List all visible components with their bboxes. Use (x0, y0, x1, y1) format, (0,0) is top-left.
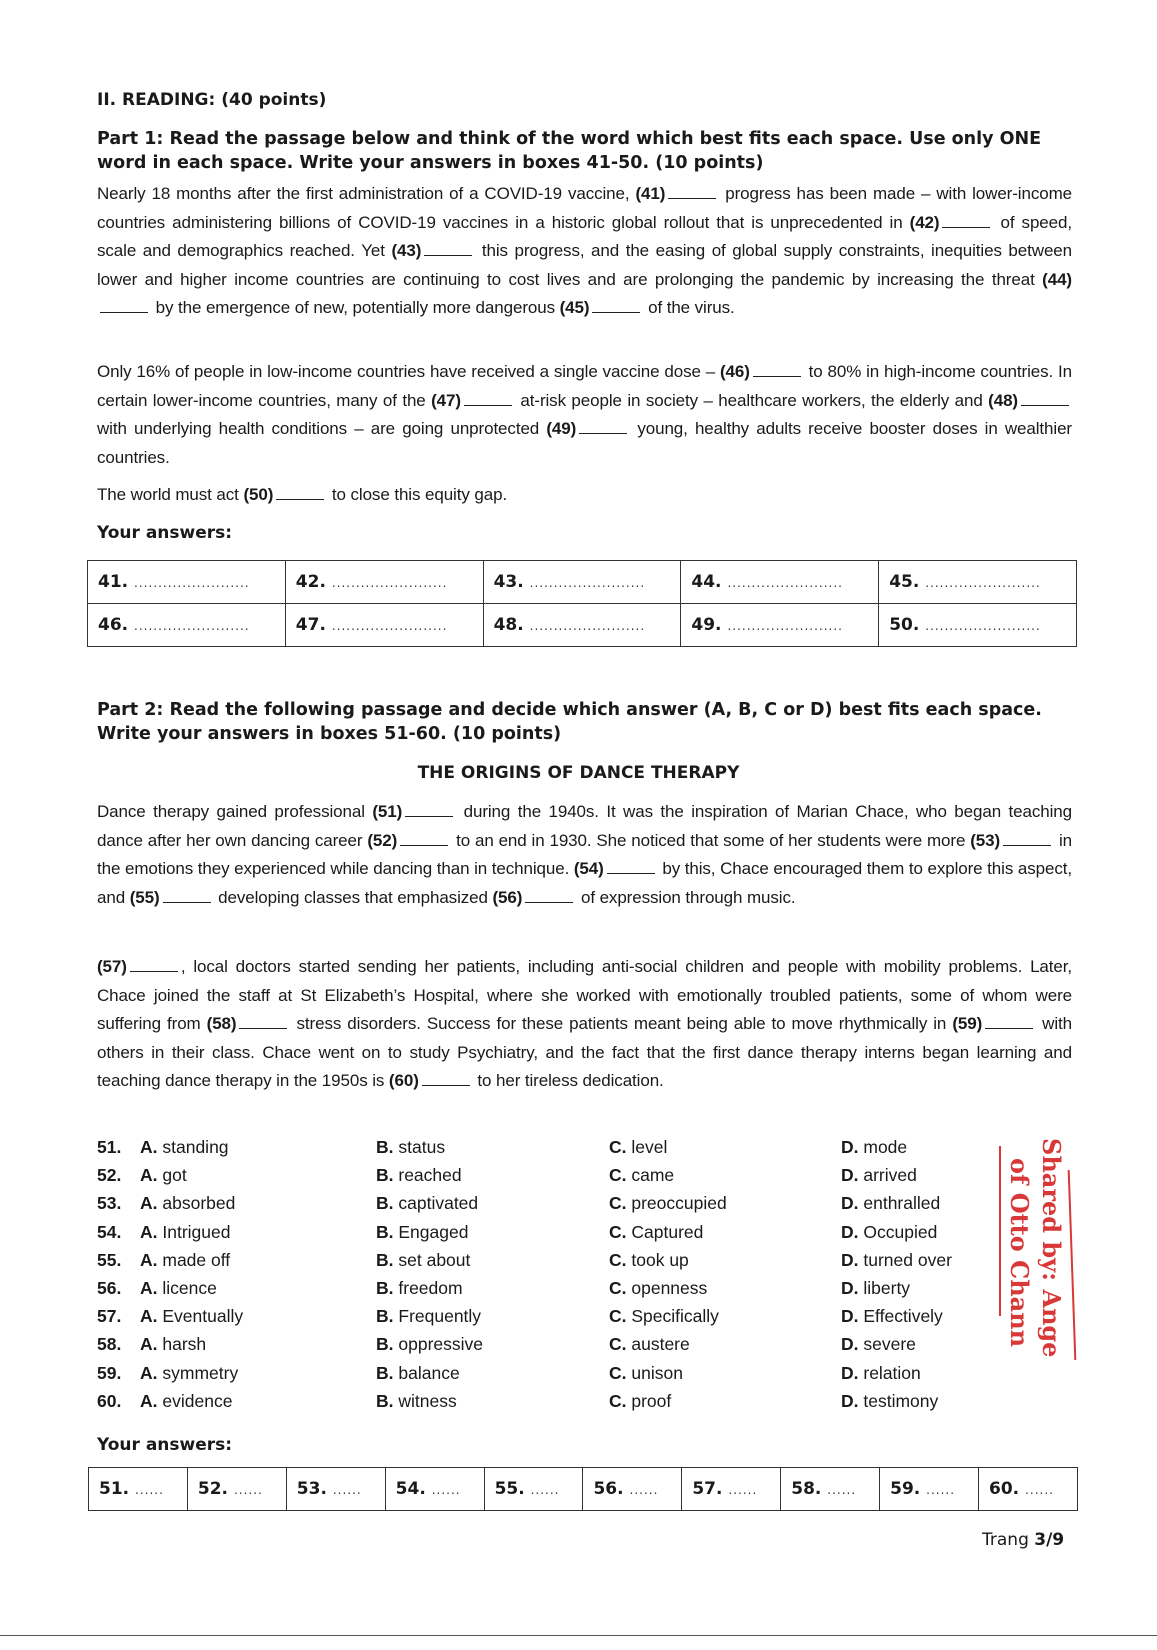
question-number: 60. (97, 1390, 122, 1411)
option-letter: B. (376, 1137, 399, 1157)
answer-box[interactable] (89, 1468, 188, 1511)
option-a[interactable]: A. standing (140, 1137, 229, 1157)
gap-blank[interactable] (579, 419, 627, 434)
answer-number: 55. (494, 1479, 531, 1499)
part2-answer-table (88, 1467, 1078, 1511)
answer-number: 52. (197, 1479, 234, 1499)
gap-number: (45) (559, 298, 590, 317)
answer-dots: ........................ (727, 619, 843, 633)
part1-paragraph-1: Nearly 18 months after the first administration of a COVID-19 vaccine, (41) progress has been made – with lower-income countries administering billions of COVID-19 vaccines in a historic global rollout that is unprecedented in (42) of speed, scale and demographics reached. Yet (43) this progress, and the easing of global supply constraints, inequities between lower and higher income countries are continuing to cost lives and are prolonging the pandemic by increasing the threat (44) by the emergence of new, potentially more dangerous (45) of the virus. (97, 184, 1073, 317)
gap-number: (46) (719, 362, 750, 381)
option-letter: D. (841, 1137, 864, 1157)
question-number: 55. (97, 1249, 122, 1270)
part2-your-answers-label: Your answers: (97, 1435, 233, 1455)
answer-box[interactable] (88, 604, 286, 647)
answer-dots: ...... (135, 1483, 164, 1497)
option-letter: B. (376, 1306, 399, 1327)
option-letter: D. (841, 1277, 864, 1298)
answer-box[interactable] (484, 1468, 583, 1511)
stamp-rule (999, 1146, 1001, 1316)
page-number (982, 1530, 1064, 1550)
answer-box[interactable] (879, 604, 1077, 647)
answer-box[interactable] (88, 561, 286, 604)
gap-number: (41) (635, 184, 666, 203)
stamp-rule (1068, 1170, 1077, 1360)
question-number: 57. (97, 1306, 122, 1327)
option-c[interactable]: C. took up (609, 1249, 689, 1270)
question-number: 54. (97, 1221, 122, 1242)
option-d[interactable]: D. severe (841, 1334, 916, 1355)
part2-paragraph-2: (57) , local doctors started sending her patients, including anti-social children and people with mobility problems. Later, Chace joined the staff at St Elizabeth’s Hospital, where she worked with emotionally troubled patients, some of whom were suffering from (58) stress disorders. Success for these patients meant being able to move rhythmically in (59) with others in their class. Chace went on to study Psychiatry, and the fact that the first dance therapy interns began learning and teaching dance therapy in the 1950s is (60) to her tireless dedication. (97, 957, 1073, 1090)
gap-blank[interactable] (400, 831, 448, 846)
gap-blank[interactable] (753, 362, 801, 377)
answer-dots: ...... (530, 1483, 560, 1497)
answer-dots: ........................ (331, 619, 448, 633)
answer-number: 47. (295, 615, 332, 635)
gap-blank[interactable] (424, 241, 472, 256)
option-letter: D. (841, 1306, 864, 1327)
option-letter: B. (376, 1390, 399, 1411)
answer-number: 49. (691, 615, 728, 635)
answer-dots: ........................ (529, 619, 646, 633)
answer-box[interactable] (385, 1468, 484, 1511)
answer-dots: ........................ (925, 619, 1041, 633)
answer-number: 60. (989, 1479, 1026, 1499)
option-d[interactable]: D. liberty (841, 1277, 911, 1298)
answer-box[interactable] (583, 1468, 682, 1511)
option-row (97, 1278, 997, 1306)
option-d[interactable]: D. Occupied (841, 1221, 938, 1242)
option-b[interactable]: B. Frequently (376, 1306, 482, 1327)
answer-number: 43. (493, 572, 530, 592)
answer-dots: ...... (1025, 1483, 1054, 1497)
option-b[interactable]: B. freedom (376, 1277, 463, 1298)
answer-box[interactable] (682, 1468, 781, 1511)
gap-blank[interactable] (985, 1014, 1033, 1029)
gap-blank[interactable] (942, 213, 990, 228)
question-number: 58. (97, 1334, 122, 1355)
gap-blank[interactable] (100, 298, 148, 313)
option-b[interactable]: B. Engaged (376, 1221, 469, 1242)
gap-blank[interactable] (525, 888, 573, 903)
option-letter: C. (609, 1193, 632, 1214)
answer-number: 57. (692, 1479, 729, 1499)
answer-dots: ........................ (727, 576, 843, 590)
option-letter: C. (609, 1221, 632, 1242)
answer-number: 53. (296, 1479, 333, 1499)
answer-box[interactable] (187, 1468, 286, 1511)
answer-box[interactable] (880, 1468, 979, 1511)
option-letter: C. (609, 1334, 632, 1355)
part1-your-answers-label: Your answers: (97, 523, 233, 543)
gap-number: (52) (367, 830, 398, 850)
option-d[interactable]: D. enthralled (841, 1193, 941, 1214)
answer-dots: ...... (926, 1483, 956, 1497)
option-c[interactable]: C. proof (609, 1390, 672, 1411)
answer-number: 50. (889, 615, 926, 635)
answer-dots: ...... (233, 1483, 263, 1497)
gap-blank[interactable] (422, 1071, 470, 1086)
shared-by-stamp (985, 1130, 1095, 1360)
option-letter: C. (609, 1137, 632, 1157)
option-letter: B. (376, 1277, 399, 1298)
gap-number: (49) (546, 419, 577, 438)
part1-answer-table (87, 560, 1077, 647)
gap-blank[interactable] (405, 802, 453, 817)
answer-number: 45. (889, 572, 926, 592)
option-b[interactable]: B. captivated (376, 1193, 479, 1214)
option-c[interactable]: C. preoccupied (609, 1193, 727, 1214)
gap-number: (47) (431, 390, 461, 410)
part2-paragraph-1: Dance therapy gained professional (51) during the 1940s. It was the inspiration of Marian Chace, who began teaching dance after her own dancing career (52) to an end in 1930. She noticed that some of her students were more (53) in the emotions they experienced while dancing than in technique. (54) by this, Chace encouraged them to explore this aspect, and (55) developing classes that emphasized (56) of expression through music. (97, 802, 1072, 907)
gap-blank[interactable] (668, 184, 716, 199)
answer-number: 48. (493, 615, 530, 635)
answer-number: 46. (98, 615, 135, 635)
option-row (97, 1250, 997, 1278)
option-letter: C. (609, 1249, 632, 1270)
answer-row (88, 604, 1077, 647)
gap-number: (57) (97, 957, 127, 976)
answer-number: 54. (395, 1479, 432, 1499)
question-number: 59. (97, 1362, 122, 1383)
answer-number: 56. (593, 1479, 630, 1499)
part2-instruction: Part 2: Read the following passage and decide which answer (A, B, C or D) best fits each space. Write your answers in boxes 51-60. (10 points) (97, 700, 1042, 744)
option-letter: A. (140, 1249, 163, 1270)
stamp-line-1: Shared by: Ange (1037, 1138, 1066, 1358)
option-d[interactable]: D. arrived (841, 1165, 917, 1186)
option-letter: D. (841, 1165, 864, 1186)
gap-number: (51) (372, 802, 403, 821)
answer-box[interactable] (979, 1468, 1078, 1511)
option-b[interactable]: B. balance (376, 1362, 460, 1383)
gap-blank[interactable] (607, 859, 655, 874)
answer-number: 44. (691, 572, 728, 592)
gap-number: (42) (909, 212, 940, 232)
answer-number: 59. (890, 1479, 927, 1499)
gap-blank[interactable] (239, 1014, 287, 1029)
answer-box[interactable] (285, 561, 483, 604)
answer-dots: ........................ (134, 576, 250, 590)
part1-paragraph-3: The world must act (50) to close this equity gap. (97, 485, 508, 504)
option-a[interactable]: A. evidence (140, 1390, 233, 1411)
option-letter: D. (841, 1249, 864, 1270)
gap-number: (53) (970, 830, 1001, 850)
option-a[interactable]: A. symmetry (140, 1362, 239, 1383)
option-letter: B. (376, 1193, 399, 1214)
option-c[interactable]: C. Captured (609, 1221, 704, 1242)
stamp-line-2: of Otto Chann (1005, 1158, 1034, 1348)
option-letter: B. (376, 1362, 399, 1383)
option-b[interactable]: B. witness (376, 1390, 457, 1411)
answer-box[interactable] (483, 561, 681, 604)
option-letter: A. (140, 1165, 163, 1186)
gap-number: (50) (243, 485, 274, 504)
question-number: 56. (97, 1277, 122, 1298)
option-a[interactable]: A. Intrigued (140, 1221, 231, 1242)
gap-blank[interactable] (1003, 831, 1051, 846)
option-letter: D. (841, 1221, 864, 1242)
page-label: Trang (982, 1530, 1035, 1550)
option-d[interactable]: D. testimony (841, 1390, 939, 1411)
option-letter: A. (140, 1334, 163, 1355)
option-b[interactable]: B. status (376, 1137, 446, 1157)
answer-dots: ........................ (925, 576, 1041, 590)
section-title: II. READING: (40 points) (97, 90, 327, 110)
gap-blank[interactable] (592, 298, 640, 313)
option-letter: C. (609, 1165, 632, 1186)
option-letter: C. (609, 1390, 632, 1411)
option-row (97, 1334, 997, 1362)
option-a[interactable]: A. got (140, 1165, 187, 1186)
gap-number: (56) (492, 887, 523, 907)
question-number: 52. (97, 1165, 122, 1186)
option-d[interactable]: D. Effectively (841, 1306, 943, 1327)
option-c[interactable]: C. came (609, 1165, 675, 1186)
option-a[interactable]: A. Eventually (140, 1306, 244, 1327)
gap-blank[interactable] (130, 957, 178, 972)
option-b[interactable]: B. oppressive (376, 1334, 484, 1355)
option-row (97, 1363, 997, 1391)
gap-number: (55) (129, 887, 160, 907)
answer-number: 42. (295, 572, 332, 592)
option-letter: A. (140, 1306, 163, 1327)
gap-blank[interactable] (163, 888, 211, 903)
option-letter: D. (841, 1334, 864, 1355)
answer-box[interactable] (483, 604, 681, 647)
option-b[interactable]: B. set about (376, 1249, 471, 1270)
gap-number: (44) (1042, 269, 1072, 289)
answer-row (88, 561, 1077, 604)
answer-dots: ...... (629, 1483, 659, 1497)
option-letter: C. (609, 1277, 632, 1298)
gap-blank[interactable] (1021, 391, 1069, 406)
answer-dots: ........................ (529, 576, 646, 590)
option-letter: A. (140, 1390, 163, 1411)
option-row (97, 1222, 997, 1250)
answer-box[interactable] (286, 1468, 385, 1511)
option-row (97, 1137, 997, 1165)
page-edge-line (0, 1635, 1157, 1636)
option-row (97, 1193, 997, 1221)
option-letter: B. (376, 1221, 399, 1242)
option-row (97, 1391, 997, 1419)
option-c[interactable]: C. unison (609, 1362, 683, 1383)
option-letter: A. (140, 1193, 163, 1214)
option-c[interactable]: C. openness (609, 1277, 708, 1298)
part1-instruction: Part 1: Read the passage below and think of the word which best fits each space. Use only ONE word in each space. Write your answers in boxes 41-50. (10 points) (97, 129, 1042, 173)
page-count: 3/9 (1034, 1530, 1065, 1550)
passage-title: THE ORIGINS OF DANCE THERAPY (417, 763, 740, 783)
answer-dots: ...... (827, 1483, 857, 1497)
answer-box[interactable] (285, 604, 483, 647)
option-letter: B. (376, 1334, 399, 1355)
option-d[interactable]: D. mode (841, 1137, 908, 1157)
answer-number: 58. (791, 1479, 828, 1499)
option-letter: C. (609, 1362, 632, 1383)
answer-number: 51. (99, 1479, 136, 1499)
option-letter: C. (609, 1306, 632, 1327)
option-a[interactable]: A. licence (140, 1277, 217, 1298)
gap-number: (58) (206, 1014, 237, 1033)
gap-blank[interactable] (464, 391, 512, 406)
option-c[interactable]: C. level (609, 1137, 668, 1157)
answer-row (89, 1468, 1078, 1511)
answer-box[interactable] (781, 1468, 880, 1511)
option-letter: A. (140, 1277, 163, 1298)
option-letter: B. (376, 1249, 399, 1270)
answer-box[interactable] (681, 604, 879, 647)
answer-box[interactable] (879, 561, 1077, 604)
option-a[interactable]: A. harsh (140, 1334, 207, 1355)
answer-dots: ...... (332, 1483, 362, 1497)
option-letter: A. (140, 1137, 163, 1157)
gap-number: (48) (988, 390, 1018, 410)
options-list (97, 1137, 997, 1419)
answer-dots: ...... (728, 1483, 758, 1497)
answer-dots: ........................ (331, 576, 448, 590)
answer-dots: ........................ (134, 619, 250, 633)
option-letter: D. (841, 1362, 864, 1383)
gap-number: (59) (952, 1014, 983, 1033)
option-d[interactable]: D. turned over (841, 1249, 952, 1270)
option-d[interactable]: D. relation (841, 1362, 921, 1383)
question-number: 53. (97, 1193, 122, 1214)
question-number: 51. (97, 1137, 122, 1157)
option-c[interactable]: C. austere (609, 1334, 690, 1355)
gap-blank[interactable] (276, 485, 324, 500)
gap-number: (43) (391, 241, 422, 260)
part1-paragraph-2: Only 16% of people in low-income countries have received a single vaccine dose – (46) to 80% in high-income countries. In certain lower-income countries, many of the (47) at-risk people in society – healthcare workers, the elderly and (48) with underlying health conditions – are going unprotected (49) young, healthy adults receive booster doses in wealthier countries. (97, 362, 1072, 467)
option-letter: A. (140, 1221, 163, 1242)
answer-box[interactable] (681, 561, 879, 604)
option-letter: D. (841, 1390, 864, 1411)
option-a[interactable]: A. absorbed (140, 1193, 236, 1214)
answer-number: 41. (98, 572, 135, 592)
option-row (97, 1306, 997, 1334)
option-a[interactable]: A. made off (140, 1249, 231, 1270)
option-c[interactable]: C. Specifically (609, 1306, 719, 1327)
gap-number: (54) (573, 859, 604, 878)
option-b[interactable]: B. reached (376, 1165, 462, 1186)
option-letter: D. (841, 1193, 864, 1214)
gap-number: (60) (388, 1071, 419, 1090)
option-row (97, 1165, 997, 1193)
option-letter: B. (376, 1165, 399, 1186)
answer-dots: ...... (431, 1483, 461, 1497)
option-letter: A. (140, 1362, 163, 1383)
